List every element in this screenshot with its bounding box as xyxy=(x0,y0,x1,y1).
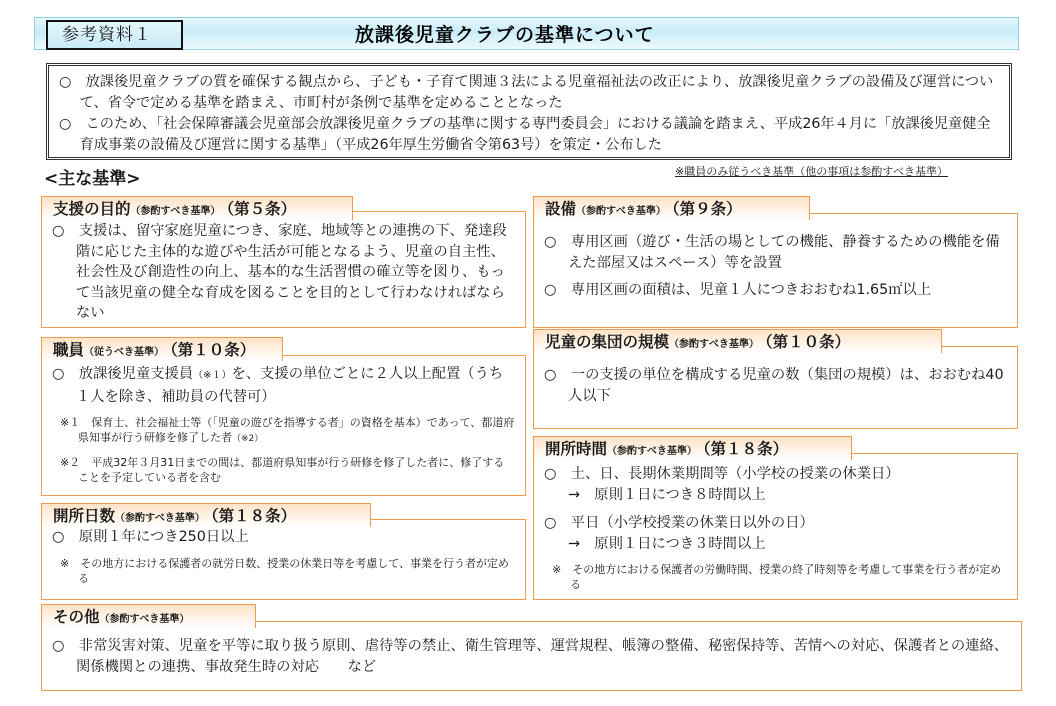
card-standard-type: （参酌すべき基準） xyxy=(576,206,666,217)
card-other xyxy=(41,621,1022,691)
card-article: （第１０条） xyxy=(170,341,256,359)
card-title: その他 xyxy=(53,608,100,626)
intro-paragraph: ○ このため、「社会保障審議会児童部会放課後児童クラブの基準に関する専門委員会」における議論を踏まえ、平成26年４月に「放課後児童健全育成事業の設備及び運営に関する基準」（平成26年厚生労働省令第63号）を策定・公布した xyxy=(59,116,991,153)
card-standard-type: （参酌すべき基準） xyxy=(130,206,221,217)
card-article: （第５条） xyxy=(226,200,297,218)
card-hours xyxy=(533,453,1018,600)
group-size-item: ○ 一の支援の単位を構成する児童の数（集団の規模）は、おおむね40人以下 xyxy=(544,367,1004,404)
card-standard-type: （参酌すべき基準） xyxy=(99,614,190,625)
intro-paragraph: ○ 放課後児童クラブの質を確保する観点から、子ども・子育て関連３法による児童福祉法の改正により、放課後児童クラブの設備及び運営について、省令で定める基準を踏まえ、市町村が条例で基準を定めることとなった xyxy=(59,74,994,111)
tab-group-size xyxy=(533,329,942,353)
tab-other xyxy=(41,604,256,628)
card-title: 開所時間 xyxy=(545,440,608,458)
card-group-size xyxy=(533,346,1018,429)
section-heading: <主な基準> xyxy=(44,169,141,189)
card-days xyxy=(41,519,526,600)
card-facility xyxy=(533,213,1018,328)
card-staff xyxy=(41,355,526,496)
staff-note-2: ※２ 平成32年３月31日までの間は、都道府県知事が行う研修を修了した者に、修了することを予定している者を含む xyxy=(60,456,505,484)
days-item: ○ 原則１年につき250日以上 xyxy=(52,529,249,545)
facility-item: ○ 専用区画の面積は、児童１人につきおおむね1.65㎡以上 xyxy=(544,282,932,298)
facility-item: ○ 専用区画（遊び・生活の場としての機能、静養するための機能を備えた部屋又はスペース）等を設置 xyxy=(544,234,1000,271)
card-purpose xyxy=(41,211,526,328)
purpose-item: ○ 支援は、留守家庭児童につき、家庭、地域等との連携の下、発達段階に応じた主体的な遊びや生活が可能となるよう、児童の自主性、社会性及び創造性の向上、基本的な生活習慣の確立等を図り、もって当該児童の健全な育成を図ることを目的として行わなければならない xyxy=(52,223,507,321)
tab-purpose xyxy=(41,196,353,220)
card-standard-type: （参酌すべき基準） xyxy=(607,446,697,457)
card-standard-type: （参酌すべき基準） xyxy=(669,339,759,350)
card-article: （第１８条） xyxy=(702,440,789,458)
card-title: 児童の集団の規模 xyxy=(545,333,670,351)
card-article: （第１８条） xyxy=(210,507,297,525)
card-article: （第９条） xyxy=(671,200,742,218)
document-label: 参考資料１ xyxy=(46,20,183,50)
card-title: 支援の目的 xyxy=(53,200,131,218)
page-title: 放課後児童クラブの基準について xyxy=(355,24,655,46)
staff-note-1: ※１ 保育士、社会福祉士等（「児童の遊びを指導する者」の資格を基本）であって、都道府県知事が行う研修を修了した者（※2） xyxy=(60,416,515,444)
hours-item: ○ 平日（小学校授業の休業日以外の日） xyxy=(544,515,814,531)
intro-box xyxy=(46,63,1012,160)
hours-item-arrow: → 原則１日につき３時間以上 xyxy=(568,535,766,552)
standards-legend-note: ※職員のみ従うべき基準（他の事項は参酌すべき基準） xyxy=(675,165,948,178)
hours-item: ○ 土、日、長期休業期間等（小学校の授業の休業日） xyxy=(544,466,900,482)
other-item: ○ 非常災害対策、児童を平等に取り扱う原則、虐待等の禁止、衛生管理等、運営規程、帳簿の整備、秘密保持等、苦情への対応、保護者との連絡、関係機関との連携、事故発生時の対応 など xyxy=(52,638,1009,675)
card-title: 設備 xyxy=(545,200,577,218)
tab-days xyxy=(41,503,371,527)
card-title: 職員 xyxy=(53,341,85,359)
tab-staff xyxy=(41,337,283,361)
staff-item: ○ 放課後児童支援員（※１）を、支援の単位ごとに２人以上配置（うち１人を除き、補助員の代替可） xyxy=(52,366,504,405)
card-standard-type: （参酌すべき基準） xyxy=(115,513,205,524)
card-article: （第１０条） xyxy=(764,333,851,351)
tab-facility xyxy=(533,196,810,220)
card-title: 開所日数 xyxy=(53,507,116,525)
hours-note: ※ その地方における保護者の労働時間、授業の終了時刻等を考慮して事業を行う者が定める xyxy=(552,563,1002,591)
hours-item-arrow: → 原則１日につき８時間以上 xyxy=(568,486,766,503)
tab-hours xyxy=(533,436,852,460)
card-standard-type: （従うべき基準） xyxy=(84,347,165,358)
days-note: ※ その地方における保護者の就労日数、授業の休業日等を考慮して、事業を行う者が定める xyxy=(60,556,509,585)
